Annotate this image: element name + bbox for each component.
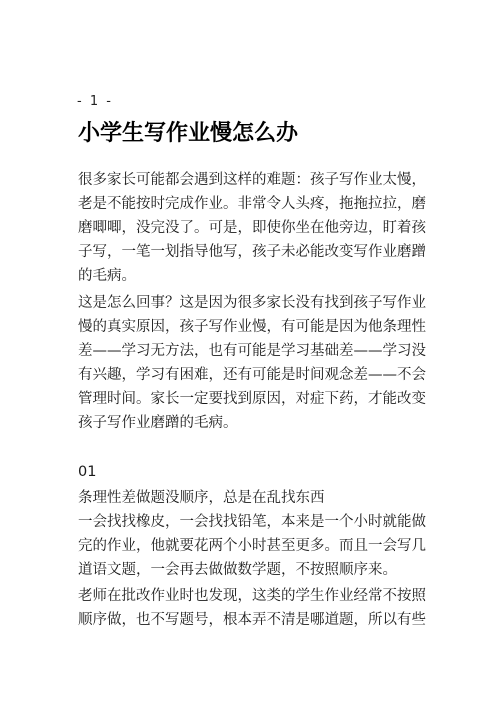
- text-line: 管理时间。家长一定要找到原因，对症下药，才能改变: [78, 391, 426, 407]
- text-line: 这是怎么回事？这是因为很多家长没有找到孩子写作业: [78, 295, 426, 311]
- section-heading: [78, 486, 430, 510]
- text-line: 一会找找橡皮，一会找找铅笔，本来是一个小时就能做: [78, 514, 426, 530]
- text-line: 有兴趣，学习有困难，还有可能是时间观念差——不会: [78, 367, 426, 383]
- text-line: 磨唧唧，没完没了。可是，即使你坐在他旁边，盯着孩: [78, 220, 426, 236]
- text-line: 子写，一笔一划指导他写，孩子未必能改变写作业磨蹭: [78, 244, 426, 260]
- paragraph-example: [78, 510, 430, 582]
- paragraph-intro: [78, 168, 430, 288]
- text-line: 顺序做，也不写题号，根本弄不清是哪道题，所以有些: [78, 612, 426, 628]
- text-line: 的毛病。: [78, 268, 136, 284]
- text-line: 很多家长可能都会遇到这样的难题：孩子写作业太慢，: [78, 172, 426, 188]
- text-line: 慢的真实原因，孩子写作业慢，有可能是因为他条理性: [78, 319, 426, 335]
- text-line: 完的作业，他就要花两个小时甚至更多。而且一会写几: [78, 538, 426, 554]
- text-line: 老师在批改作业时也发现，这类的学生作业经常不按照: [78, 588, 426, 604]
- text-line: 条理性差做题没顺序，总是在乱找东西: [78, 490, 325, 506]
- paragraph-teacher: [78, 584, 430, 632]
- text-line: 道语文题，一会再去做做数学题，不按照顺序来。: [78, 562, 397, 578]
- page-number: - 1 -: [77, 94, 113, 109]
- paragraph-reasons: [78, 291, 430, 435]
- text-line: 老是不能按时完成作业。非常令人头疼，拖拖拉拉，磨: [78, 196, 426, 212]
- text-line: 孩子写作业磨蹭的毛病。: [78, 415, 238, 431]
- section-number: 01: [78, 464, 97, 480]
- page-title: 小学生写作业慢怎么办: [78, 121, 299, 146]
- text-line: 差——学习无方法，也有可能是学习基础差——学习没: [78, 343, 426, 359]
